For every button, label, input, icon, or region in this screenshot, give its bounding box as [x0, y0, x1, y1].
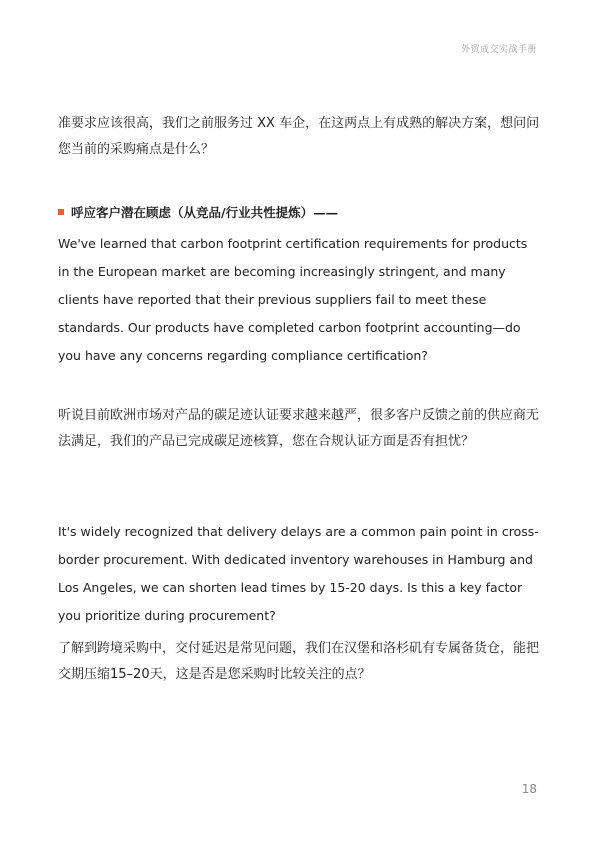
running-header: 外贸成交实战手册 — [460, 45, 537, 55]
section-heading-text: 呼应客户潜在顾虑（从竞品/行业共性提炼）—— — [71, 205, 339, 220]
page-number: 18 — [521, 782, 537, 796]
example-1-english: We've learned that carbon footprint certification requirements for products in the European market are becoming increasingly stringent, and many clients have reported that their previous suppliers fail to meet these standards. Our products have completed carbon footprint accounting—do you have any concerns regarding compliance certification? — [58, 236, 528, 363]
intro-paragraph: 准要求应该很高，我们之前服务过 XX 车企，在这两点上有成熟的解决方案，想问问您当前的采购痛点是什么？ — [58, 116, 540, 157]
example-1-chinese: 听说目前欧洲市场对产品的碳足迹认证要求越来越严，很多客户反馈之前的供应商无法满足，我们的产品已完成碳足迹核算，您在合规认证方面是否有担忧？ — [58, 408, 540, 449]
example-2-english: It's widely recognized that delivery delays are a common pain point in cross-border procurement. With dedicated inventory warehouses in Hamburg and Los Angeles, we can shorten lead times by 15-20 days. Is this a key factor you prioritize during procurement? — [58, 524, 539, 623]
heading-square-marker-icon — [58, 209, 64, 215]
section-heading — [58, 200, 542, 224]
example-2-chinese: 了解到跨境采购中，交付延迟是常见问题，我们在汉堡和洛杉矶有专属备货仓，能把交期压缩15–20天，这是否是您采购时比较关注的点？ — [58, 641, 540, 682]
